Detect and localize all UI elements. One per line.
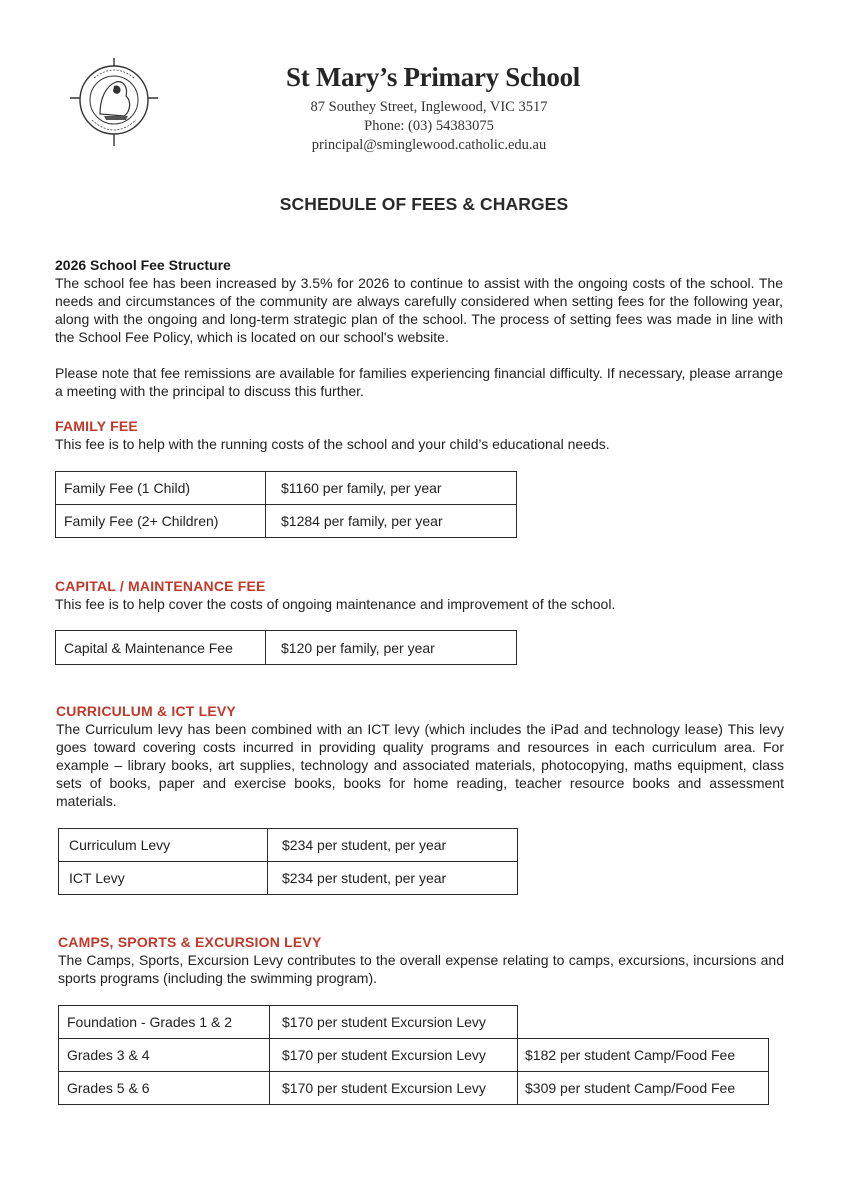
family-fee-heading: FAMILY FEE	[55, 418, 138, 434]
family-fee-description: This fee is to help with the running costs of the school and your child’s educational needs.	[55, 436, 610, 452]
curriculum-levy-description: The Curriculum levy has been combined with an ICT levy (which includes the iPad and technology lease) This levy goes toward covering costs incurred in providing quality programs and resources in each curriculum area. For example – library books, art supplies, technology and associated materials, photocopying, maths equipment, class sets of books, paper and exercise books, books for home reading, teacher resource books and assessment materials.	[56, 721, 784, 809]
table-row	[56, 505, 517, 538]
table-row	[59, 862, 518, 895]
school-address: 87 Southey Street, Inglewood, VIC 3517	[310, 99, 548, 115]
table-row	[59, 1006, 769, 1039]
school-crest-logo	[70, 58, 158, 146]
capital-fee-table	[55, 630, 517, 665]
excursion-amount: $170 per student Excursion Levy	[270, 1006, 518, 1039]
curriculum-levy-heading: CURRICULUM & ICT LEVY	[56, 703, 236, 719]
camps-levy-table	[58, 1005, 769, 1105]
school-email: principal@sminglewood.catholic.edu.au	[311, 137, 547, 153]
remission-paragraph: Please note that fee remissions are available for families experiencing financial difficulty. If necessary, please arrange a meeting with the principal to discuss this further.	[55, 365, 783, 399]
camps-levy-heading: CAMPS, SPORTS & EXCURSION LEVY	[58, 934, 322, 950]
excursion-amount: $170 per student Excursion Levy	[270, 1072, 518, 1105]
school-phone: Phone: (03) 54383075	[364, 118, 494, 134]
family-fee-table	[55, 471, 517, 538]
capital-fee-description: This fee is to help cover the costs of ongoing maintenance and improvement of the school.	[55, 596, 616, 612]
grade-label: Grades 5 & 6	[59, 1072, 270, 1105]
intro-paragraph: The school fee has been increased by 3.5% for 2026 to continue to assist with the ongoing costs of the school. The needs and circumstances of the community are always carefully considered when setting fees for the following year, along with the ongoing and long-term strategic plan of the school. The process of setting fees was made in line with the School Fee Policy, which is located on our school's website.	[55, 275, 783, 345]
fee-label: Family Fee (2+ Children)	[56, 505, 266, 538]
capital-fee-heading: CAPITAL / MAINTENANCE FEE	[55, 578, 266, 594]
fee-label: Curriculum Levy	[59, 829, 268, 862]
camps-levy-description: The Camps, Sports, Excursion Levy contributes to the overall expense relating to camps, excursions, incursions and sports programs (including the swimming program).	[58, 952, 784, 986]
grade-label: Foundation - Grades 1 & 2	[59, 1006, 270, 1039]
fee-amount: $1284 per family, per year	[266, 505, 517, 538]
fee-amount: $234 per student, per year	[268, 829, 518, 862]
grade-label: Grades 3 & 4	[59, 1039, 270, 1072]
excursion-amount: $170 per student Excursion Levy	[270, 1039, 518, 1072]
fee-label: Capital & Maintenance Fee	[56, 631, 266, 665]
camp-amount	[518, 1006, 769, 1039]
camp-amount: $182 per student Camp/Food Fee	[518, 1039, 769, 1072]
camp-amount: $309 per student Camp/Food Fee	[518, 1072, 769, 1105]
table-row	[59, 1072, 769, 1105]
school-name: St Mary’s Primary School	[286, 62, 580, 92]
page-title: SCHEDULE OF FEES & CHARGES	[279, 194, 569, 214]
fee-label: ICT Levy	[59, 862, 268, 895]
fee-structure-heading: 2026 School Fee Structure	[55, 257, 231, 273]
curriculum-levy-table	[58, 828, 518, 895]
fee-label: Family Fee (1 Child)	[56, 472, 266, 505]
table-row	[56, 631, 517, 665]
fee-amount: $120 per family, per year	[266, 631, 517, 665]
table-row	[56, 472, 517, 505]
table-row	[59, 1039, 769, 1072]
fee-amount: $1160 per family, per year	[266, 472, 517, 505]
fee-amount: $234 per student, per year	[268, 862, 518, 895]
table-row	[59, 829, 518, 862]
